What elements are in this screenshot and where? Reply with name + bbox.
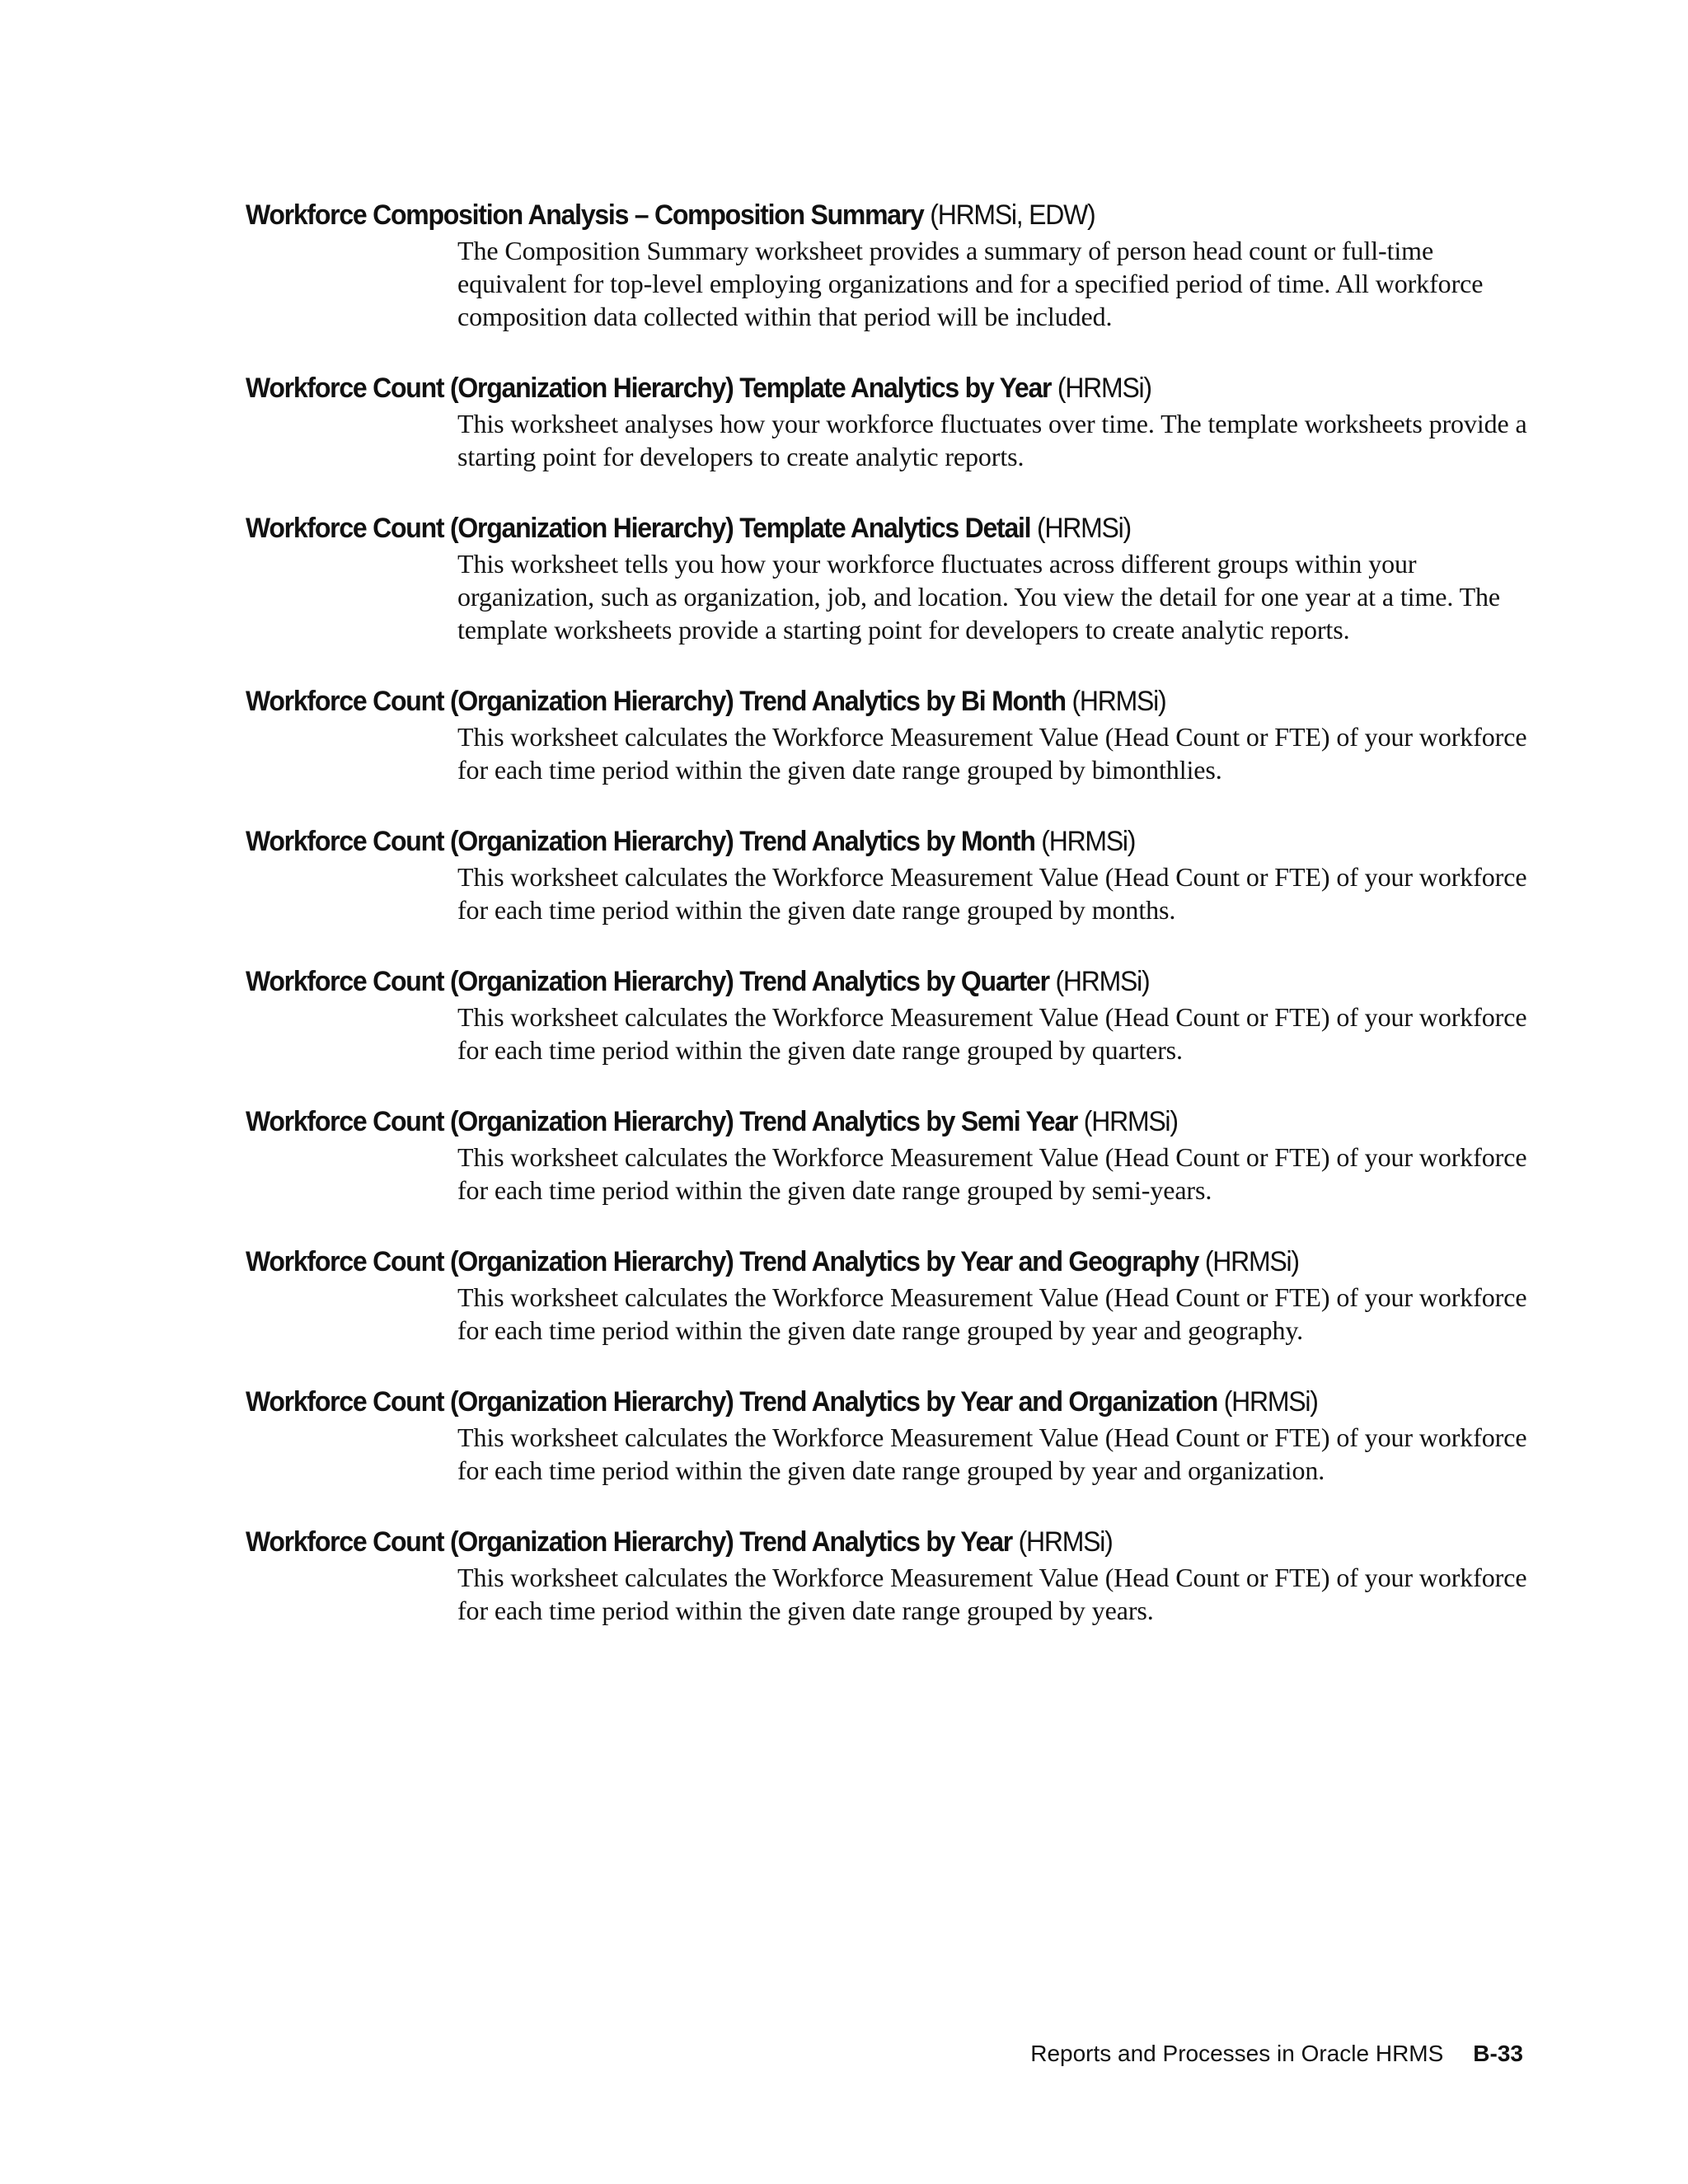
entry-title — [246, 371, 1454, 405]
entry-title-text: Workforce Count (Organization Hierarchy) Trend Analytics by Month — [246, 826, 1035, 857]
entry-trend-by-year-and-geography — [246, 1244, 1531, 1347]
entry-title — [246, 1385, 1454, 1419]
entry-description: The Composition Summary worksheet provides a summary of person head count or full-time equivalent for top-level employing organizations and for a specified period of time. All workforce composition data collected within that period will be included. — [457, 236, 1484, 331]
entry-title — [246, 964, 1454, 999]
entry-tag: (HRMSi) — [1018, 1526, 1113, 1558]
entry-tag: (HRMSi) — [1041, 826, 1136, 857]
entry-tag: (HRMSi, EDW) — [930, 199, 1095, 231]
page-footer — [1030, 2039, 1523, 2069]
entry-title — [246, 198, 1454, 232]
entry-template-analytics-detail — [246, 511, 1531, 646]
entry-description: This worksheet calculates the Workforce Measurement Value (Head Count or FTE) of your workforce for each time period within the given date range grouped by year and organization. — [457, 1422, 1527, 1485]
entry-title-text: Workforce Count (Organization Hierarchy) Trend Analytics by Year and Geography — [246, 1246, 1199, 1277]
entry-title — [246, 1104, 1454, 1139]
entry-description: This worksheet calculates the Workforce Measurement Value (Head Count or FTE) of your workforce for each time period within the given date range grouped by bimonthlies. — [457, 722, 1527, 785]
entry-title-text: Workforce Count (Organization Hierarchy) Trend Analytics by Quarter — [246, 966, 1049, 997]
entry-tag: (HRMSi) — [1204, 1246, 1299, 1277]
entry-template-analytics-by-year — [246, 371, 1531, 473]
entry-tag: (HRMSi) — [1055, 966, 1150, 997]
entry-tag: (HRMSi) — [1057, 373, 1151, 404]
entry-title — [246, 684, 1454, 719]
entry-description: This worksheet calculates the Workforce Measurement Value (Head Count or FTE) of your workforce for each time period within the given date range grouped by semi-years. — [457, 1142, 1527, 1205]
entry-trend-by-quarter — [246, 964, 1531, 1066]
entry-title — [246, 1525, 1454, 1559]
footer-title: Reports and Processes in Oracle HRMS — [1030, 2041, 1444, 2066]
entry-description: This worksheet analyses how your workforce fluctuates over time. The template worksheets provide a starting point for developers to create analytic reports. — [457, 409, 1527, 471]
entry-title-text: Workforce Count (Organization Hierarchy) Template Analytics Detail — [246, 513, 1031, 544]
entry-title-text: Workforce Count (Organization Hierarchy) Trend Analytics by Year and Organization — [246, 1386, 1218, 1418]
entry-description: This worksheet tells you how your workforce fluctuates across different groups within your organization, such as organization, job, and location. You view the detail for one year at a time. The template worksheets provide a starting point for developers to create analytic reports. — [457, 549, 1501, 644]
entry-description: This worksheet calculates the Workforce Measurement Value (Head Count or FTE) of your workforce for each time period within the given date range grouped by years. — [457, 1563, 1527, 1625]
entry-trend-by-year — [246, 1525, 1531, 1627]
entry-title-text: Workforce Count (Organization Hierarchy) Trend Analytics by Bi Month — [246, 686, 1066, 717]
entry-title-text: Workforce Count (Organization Hierarchy) Trend Analytics by Semi Year — [246, 1106, 1078, 1137]
entry-title-text: Workforce Composition Analysis – Composition Summary — [246, 199, 924, 231]
page-number: B-33 — [1473, 2041, 1523, 2066]
entry-title — [246, 824, 1454, 859]
entry-trend-by-semi-year — [246, 1104, 1531, 1207]
entry-description: This worksheet calculates the Workforce Measurement Value (Head Count or FTE) of your workforce for each time period within the given date range grouped by quarters. — [457, 1002, 1527, 1065]
entry-tag: (HRMSi) — [1223, 1386, 1318, 1418]
entry-trend-by-year-and-organization — [246, 1385, 1531, 1487]
entry-title — [246, 1244, 1454, 1279]
entry-tag: (HRMSi) — [1071, 686, 1166, 717]
entry-trend-by-bi-month — [246, 684, 1531, 786]
entry-description: This worksheet calculates the Workforce Measurement Value (Head Count or FTE) of your workforce for each time period within the given date range grouped by months. — [457, 862, 1527, 925]
entry-description: This worksheet calculates the Workforce Measurement Value (Head Count or FTE) of your workforce for each time period within the given date range grouped by year and geography. — [457, 1282, 1527, 1345]
entry-tag: (HRMSi) — [1037, 513, 1131, 544]
entry-list — [246, 198, 1531, 1665]
entry-title-text: Workforce Count (Organization Hierarchy) Template Analytics by Year — [246, 373, 1052, 404]
entry-trend-by-month — [246, 824, 1531, 926]
entry-composition-summary — [246, 198, 1531, 333]
entry-tag: (HRMSi) — [1083, 1106, 1178, 1137]
entry-title — [246, 511, 1454, 546]
entry-title-text: Workforce Count (Organization Hierarchy) Trend Analytics by Year — [246, 1526, 1012, 1558]
